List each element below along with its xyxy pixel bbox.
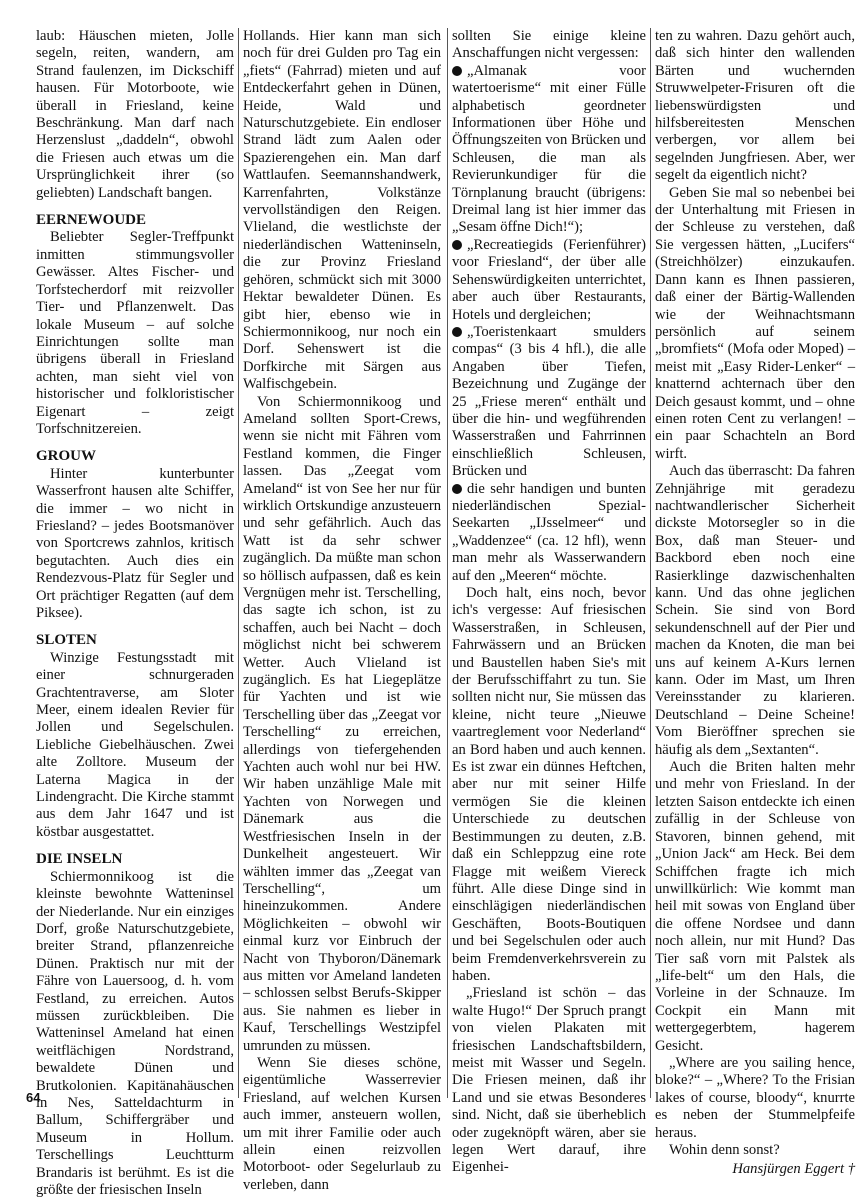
bullet-text: „Toeristenkaart smulders compas“ (3 bis 4 hfl.), die alle Angaben über Tiefen, Bezeichnung und Zugänge der 25 „Friese meren“ enthält und über die hin- und wegführenden Wasserstraßen und Fahrrinnen einschließlich Schleusen, Brücken und (452, 323, 646, 480)
body-paragraph: Beliebter Segler-Treffpunkt inmitten stimmungsvoller Gewässer. Altes Fischer- und Torfstecherdorf mit reizvoller Tier- und Pflanzenwelt. Das lokale Museum – auf solche Einrichtungen sollte man übrigens überall in Friesland achten, man sieht viel von historischer und folkloristischer Eigenart – zeigt Torfschnitzereien. (36, 229, 234, 437)
bullet-text: „Recreatiegids (Ferienführer) voor Friesland“, der über alle Sehenswürdigkeiten unterrichtet, aber auch über Restaurants, Hotels und dergleichen; (452, 236, 646, 323)
body-paragraph: Von Schiermonnikoog und Ameland sollten Sport-Crews, wenn sie nicht mit Fähren vom Festland kommen, die Finger lassen. Das „Zeegat vom Ameland“ ist von See her nur für wirklich Ortskundige anzusteuern und sehr gefährlich. Auch das Watt ist da sehr schwer zugänglich. Da müßte man schon so höllisch aufpassen, daß es kein Vergnügen mehr ist. Terschelling, das sagte ich schon, ist zu schaffen, auch bei Nacht – doch möglichst nicht bei schwerem Wetter. Auch Vlieland ist zugänglich. Es hat Liegeplätze für Yachten und ist wie Terschelling über das „Zeegat vor Terschelling“ zu erreichen, allerdings von tiefergehenden Yachten auch wohl nur bei HW. Wir haben unzählige Male mit Yachten von Norwegen und Dänemark aus die Westfriesischen Inseln in der Dunkelheit angesteuert. Wir wählten immer das „Zeegat van Terschelling“, um hineinzukommen. Andere Möglichkeiten – obwohl wir einmal kurz vor Einbruch der Nacht von Thyboron/Dänemark aus mitten vor Ameland landeten – schlossen selbst Berufs-Skipper aus. Sie nahmen es lieber in Kauf, Terschellings Westzipfel umrunden zu müssen. (243, 393, 441, 1054)
bullet-icon (452, 240, 462, 250)
body-paragraph: Auch die Briten halten mehr und mehr von Friesland. In der letzten Saison entdeckte ich einen zufällig in der Schleuse von Stavoren, binnen gehend, mit „Union Jack“ am Heck. Bei dem Schiffchen fragte ich mich unwillkürlich: Wie kommt man heil mit sowas von England über die offene Nordsee und dann noch allein, nur mit Hund? Das Tier saß vorn mit Palstek als „life-belt“ um den Hals, die Vorleine in der Schnauze. Im Cockpit ein Mann mit wettergegerbtem, hagerem Gesicht. (655, 759, 855, 1054)
bullet-icon (452, 66, 462, 76)
section-heading: GROUW (36, 448, 96, 465)
bullet-icon (452, 327, 462, 337)
body-paragraph: „Friesland ist schön – das walte Hugo!“ Der Spruch prangt von vielen Plakaten mit friesischen Landschaftsbildern, meist mit Wasser und Segeln. Die Friesen meinen, daß ihr Land und sie etwas Besonderes sind. Nicht, daß sie überheblich oder zugeknöpft wären, aber sie legen Wert darauf, ihre Eigenhei- (452, 985, 646, 1176)
section-heading: SLOTEN (36, 632, 97, 649)
column-rule (650, 28, 651, 1098)
bullet-text: „Almanak voor watertoerisme“ mit einer Fülle alphabetisch geordneter Informationen über Höhe und Öffnungszeiten von Brücken und Schleusen, die man als Revierunkundiger für die Törnplanung braucht (übrigens: Dreimal lang ist hier immer das „Sesam öffne Dich!“); (452, 62, 646, 236)
body-paragraph: laub: Häuschen mieten, Jolle segeln, reiten, wandern, am Strand faulenzen, im Dickschiff hausen. Für Motorboote, wie überall in Friesland, keine Beschränkung. Man darf nach Herzenslust „daddeln“, obwohl die Friesen auch etwas um die Ursprünglichkeit ihrer (so geliebten) Landschaft bangen. (36, 28, 234, 201)
author-signature: Hansjürgen Eggert † (732, 1161, 855, 1178)
body-paragraph: Winzige Festungsstadt mit einer schnurgeraden Grachtentraverse, am Sloter Meer, einem idealen Revier für Jollen und Segelschulen. Liebliche Giebelhäuschen. Zwei alte Zolltore. Museum der Laterna Magica in der Lindengracht. Die Kirche stammt aus dem Jahr 1647 und ist köstbar ausgestattet. (36, 649, 234, 840)
body-paragraph: Hinter kunterbunter Wasserfront hausen alte Schiffer, die immer – wo nicht in Friesland? – jedes Bootsmanöver von Sportcrews zahnlos, kritisch begutachten. Auch dies ein Rendezvous-Platz für Segler und Ort prächtiger Regatten (auf dem Piksee). (36, 465, 234, 621)
body-paragraph: Auch das überrascht: Da fahren Zehnjährige mit geradezu nachtwandlerischer Sicherheit dickste Motorsegler so in die Box, daß man Steuer- und Backbord eben noch eine Rasierklinge dazwischenhalten kann. Und das ohne jeglichen Schein. Sie sind von Bord sekundenschnell auf der Pier und machen da Knoten, die man bei uns auf keinem A-Kurs lernen kann. Oder im Mast, um Ihren Vereinsstander zu klarieren. Deutschland – Deine Scheine! Vom Bieröffner sprechen sie häufig als dem „Sextanten“. (655, 463, 855, 758)
bullet-text: die sehr handigen und bunten niederländischen Spezial-Seekarten „IJsselmeer“ und „Waddenzee“ (ca. 12 hfl), wenn man mehr als Wasserwandern auf den „Meeren“ möchte. (452, 480, 646, 584)
section-heading: DIE INSELN (36, 851, 123, 868)
bullet-item (452, 324, 646, 481)
body-paragraph: Wenn Sie dieses schöne, eigentümliche Wasserrevier Friesland, auf welchen Kursen auch immer, ansteuern wollen, um mit ihrer Familie oder auch allein einen reizvollen Motorboot- oder Segelurlaub zu verleben, dann (243, 1054, 441, 1193)
body-paragraph: Geben Sie mal so nebenbei bei der Unterhaltung mit Friesen in der Schleuse zu verstehen, daß Sie vergessen hätten, „Lucifers“ (Streichhölzer) einzukaufen. Dann kann es Ihnen passieren, daß einer der Bärtig-Wallenden wie der Weihnachtsmann persönlich auf seinem „bromfiets“ (Mofa oder Moped) – meist mit „Easy Rider-Lenker“ – knatternd achternach über den Deich gesaust kommt, und – ohne einen roten Cent zu verlangen! – ein paar Schachteln an Bord wirft. (655, 184, 855, 462)
bullet-item (452, 237, 646, 324)
text-column-1 (36, 28, 234, 1199)
text-column-4 (655, 28, 855, 1179)
column-rule (238, 28, 239, 1098)
section-heading: EERNEWOUDE (36, 212, 147, 229)
body-paragraph: Wohin denn sonst? (669, 1142, 780, 1158)
bullet-item (452, 481, 646, 585)
bullet-item (452, 63, 646, 237)
bullet-icon (452, 484, 462, 494)
text-column-3 (452, 28, 646, 1177)
column-rule (447, 28, 448, 1098)
text-column-2 (243, 28, 441, 1194)
body-paragraph: Doch halt, eins noch, bevor ich's vergesse: Auf friesischen Wasserstraßen, in Schleusen, Fahrwässern und an Brücken und Baustellen haben Sie's mit der Berufsschiffahrt zu tun. Sie sollten nicht nur, Sie müssen das kleine, nicht teure „Nieuwe vaartreglement voor Nederland“ an Bord haben und auch kennen. Es ist zwar ein dünnes Heftchen, aber nur mit seiner Hilfe vermögen Sie die kleinen Unterschiede zu deutschen Bestimmungen zu deuten, z.B. daß ein Schleppzug eine rote Flagge mit weißem Viereck führt. Alle diese Dinge sind in einschlägigen niederländischen Geschäften, Boots-Boutiquen und bei Segelschulen oder auch beim Fremdenverkehrsverein zu haben. (452, 585, 646, 984)
body-paragraph: „Where are you sailing hence, bloke?“ – „Where? To the Frisian lakes of course, bloody“, knurrte es neben der Stummelpfeife heraus. (655, 1054, 855, 1141)
body-paragraph: sollten Sie einige kleine Anschaffungen nicht vergessen: (452, 28, 646, 62)
body-paragraph: Hollands. Hier kann man sich noch für drei Gulden pro Tag ein „fiets“ (Fahrrad) mieten und auf Entdeckerfahrt gehen in Dünen, Heide, Wald und Naturschutzgebiete. Ein endloser Strand lädt zum Aalen oder Spazierengehen ein. Man darf Wattlaufen. Seemannshandwerk, Karrenfahrten, Volkstänze vervollständigen den Reigen. Vlieland, die westlichste der niederländischen Watteninseln, die zur Provinz Friesland gehören, schmückt sich mit 3000 Hektar bewaldeter Dünen. Es gibt hier, ebenso wie in Schiermonnikoog, nur noch ein Dorf. Sehenswert ist die Dorfkirche mit Särgen aus Walfischgebein. (243, 28, 441, 393)
body-paragraph: ten zu wahren. Dazu gehört auch, daß sich hinter den wallenden Bärten und wuchernden Struwwelpeter-Frisuren oft die liebenswürdigsten und hilfsbereitesten Menschen verbergen, vor allem bei segelnden Jungfriesen. Aber, wer segelt da eigentlich nicht? (655, 28, 855, 184)
body-paragraph: Schiermonnikoog ist die kleinste bewohnte Watteninsel der Niederlande. Nur ein einziges Dorf, große Naturschutzgebiete, breiter Strand, pflanzenreiche Dünen. Praktisch nur mit der Fähre von Lauersoog, d. h. vom Festland, zu erreichen. Autos müssen zurückbleiben. Die Watteninsel Ameland hat einen weitflächigen Nordstrand, bewaldete Dünen und Brutkolonien. Kapitänahäuschen in Nes, Satteldachturm in Ballum, Schiffergräber und Museum in Hollum. Terschellings Leuchtturm Brandaris ist berühmt. Es ist die größte der friesischen Inseln (36, 868, 234, 1198)
page-number: 64 (26, 1090, 41, 1105)
